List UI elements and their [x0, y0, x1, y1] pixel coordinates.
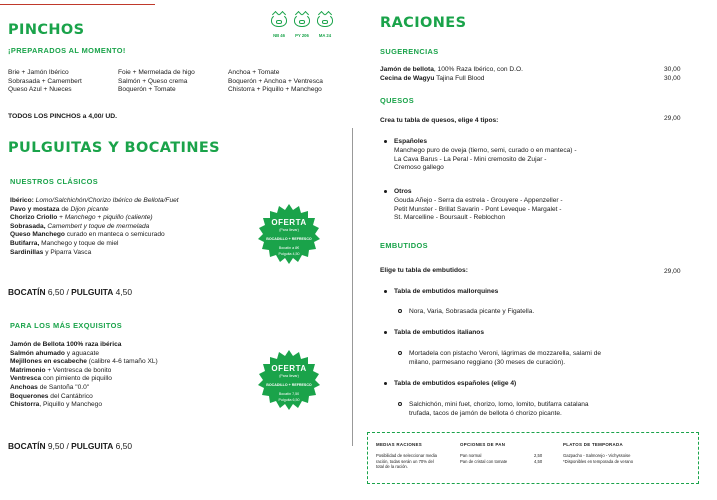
oferta-badge	[258, 350, 320, 412]
pincho-item: Sobrasada + Camembert	[8, 77, 82, 85]
quesos-espanoles-title: Españoles	[384, 138, 427, 147]
info-box	[367, 432, 699, 484]
embutidos-title: EMBUTIDOS	[380, 241, 428, 250]
temporada-text: Gazpacho - Salmorejo - Vichyssoise *Disponibles en temporada de verano	[563, 453, 634, 464]
list-item: Salchichón, mini fuet, chorizo, lomo, lomito, butifarra catalana	[398, 401, 589, 410]
pinchos-col-2	[118, 69, 195, 95]
list-item: Sardinillas y Piparra Vasca	[10, 248, 92, 256]
top-rule	[0, 4, 155, 5]
sugerencia-price: 30,00	[664, 66, 681, 73]
list-item: St. Marcelline - Boursault - Reblochon	[394, 214, 506, 222]
medias-title: MEDIAS RACIONES	[376, 442, 422, 447]
list-item: Ibérico: Lomo/Salchichón/Chorizo Ibérico de Bellota/Fuet	[10, 197, 179, 204]
list-item: milano, parmesano reggiano (30 meses de curación).	[409, 359, 566, 366]
list-item: Cremoso gallego	[394, 164, 444, 172]
list-item: Chistorra, Piquillo y Manchego	[10, 401, 102, 409]
pincho-item: Boquerón + Tomate	[118, 86, 176, 94]
pan-price: 2,50	[534, 453, 543, 458]
exquisitos-price: BOCATÍN 9,50 / PULGUITA 6,50	[8, 441, 132, 451]
exquisitos-list	[10, 341, 158, 410]
list-item: Manchego puro de oveja (tierno, semi, curado o en manteca) -	[394, 147, 577, 154]
embutidos-price: 29,00	[664, 268, 681, 275]
oferta-title: OFERTA	[271, 364, 307, 373]
pincho-item: Queso Azul + Nueces	[8, 86, 72, 94]
oferta-combo: BOCADILLO + REFRESCO	[266, 383, 312, 387]
list-item: Queso Manchego curado en manteca o semicurado	[10, 231, 165, 239]
list-item: Chorizo Criollo + Manchego + piquillo (caliente)	[10, 214, 153, 222]
sugerencia-price: 30,00	[664, 75, 681, 82]
embutidos-mallorquines-title: Tabla de embutidos mallorquines	[384, 288, 498, 297]
pig-icon	[271, 14, 287, 27]
oferta-badge	[258, 204, 320, 266]
oferta-line: Bocatín a 8€	[278, 246, 300, 250]
quesos-intro: Crea tu tabla de quesos, elige 4 tipos:	[380, 117, 499, 124]
sugerencia-item: Cecina de Wagyu Tajina Full Blood	[380, 75, 485, 82]
oferta-line: Bocatín 7,50	[278, 392, 300, 396]
pulguitas-title: PULGUITAS Y BOCATINES	[8, 140, 221, 156]
temporada-title: PLATOS DE TEMPORADA	[563, 442, 623, 447]
list-item: Butifarra, Manchego y toque de miel	[10, 239, 119, 247]
pincho-item: Chistorra + Piquillo + Manchego	[228, 86, 322, 94]
pinchos-subtitle: ¡PREPARADOS AL MOMENTO!	[8, 46, 126, 55]
list-item: Mejillones en escabeche (calibre 4-6 tamaño XL)	[10, 358, 158, 366]
pinchos-col-1	[8, 69, 82, 95]
quesos-otros-list	[394, 197, 563, 223]
pan-item: Pan normal	[460, 453, 482, 458]
pincho-item: Salmón + Queso crema	[118, 77, 188, 85]
pincho-item: Brie + Jamón Ibérico	[8, 69, 69, 76]
oferta-sub: (Para llevar)	[279, 228, 299, 232]
quesos-price: 29,00	[664, 115, 681, 122]
list-item: Mortadela con pistacho Veroni, lágrimas de mozzarella, salami de	[398, 350, 601, 359]
pig-icon	[294, 14, 310, 27]
sugerencia-item: Jamón de bellota, 100% Raza Ibérico, con D.O.	[380, 66, 523, 73]
clasicos-list	[10, 197, 179, 257]
list-item: Gouda Añejo - Serra da estrela - Grouyere - Appenzeller -	[394, 197, 563, 204]
embutidos-italianos-title: Tabla de embutidos italianos	[384, 329, 484, 338]
pan-item: Pan de cristal con tomate	[460, 459, 508, 464]
list-item: Salmón ahumado y aguacate	[10, 349, 100, 357]
pincho-item: Anchoa + Tomate	[228, 69, 280, 76]
list-item: Boquerones del Cantábrico	[10, 392, 93, 400]
list-item: Matrimonio + Ventresca de bonito	[10, 366, 112, 374]
pig-label: PY 206	[295, 33, 309, 38]
oferta-combo: BOCADILLO + REFRESCO	[266, 237, 312, 241]
medias-text: Posibilidad de seleccionar media ración, todas serán un 70% del total de la ración.	[376, 453, 437, 470]
oferta-sub: (Para llevar)	[279, 374, 299, 378]
oferta-title: OFERTA	[271, 218, 307, 227]
list-item: Anchoas de Santoña "0.0"	[10, 383, 90, 391]
pinchos-title: PINCHOS	[8, 22, 85, 38]
pincho-item: Boquerón + Anchoa + Ventresca	[228, 77, 323, 85]
oferta-line: Pulguita 6,50	[278, 398, 300, 402]
exquisitos-title: PARA LOS MÁS EXQUISITOS	[10, 321, 123, 330]
pig-label: MA 24	[318, 33, 332, 38]
pinchos-price-line: TODOS LOS PINCHOS a 4,00/ UD.	[8, 113, 118, 120]
list-item: Sobrasada, Camembert y toque de mermelada	[10, 222, 150, 230]
list-item: Ventresca con pimiento de piquillo	[10, 375, 112, 383]
column-divider	[352, 128, 353, 446]
quesos-espanoles-list	[394, 147, 577, 173]
embutidos-intro: Elige tu tabla de embutidos:	[380, 267, 468, 274]
list-item: trufada, tacos de jamón de bellota ó chorizo picante.	[409, 410, 562, 417]
quesos-otros-title: Otros	[384, 188, 412, 197]
pincho-item: Foie + Mermelada de higo	[118, 69, 195, 76]
embutidos-espanoles-title: Tabla de embutidos españoles (elige 4)	[384, 380, 516, 389]
list-item: La Cava Barus - La Peral - Mini cremosito de Zujar -	[394, 155, 547, 163]
list-item: Nora, Varia, Sobrasada picante y Figatella.	[398, 308, 534, 317]
pig-label: NB 46	[273, 33, 285, 38]
oferta-line: Pulguita 4,50	[278, 252, 300, 256]
clasicos-price: BOCATÍN 6,50 / PULGUITA 4,50	[8, 287, 132, 297]
list-item: Jamón de Bellota 100% raza ibérica	[10, 341, 122, 348]
clasicos-title: NUESTROS CLÁSICOS	[10, 177, 99, 186]
pan-title: OPCIONES DE PAN	[460, 442, 506, 447]
list-item: Petit Munster - Brillat Savarin - Pont Leveque - Margalet -	[394, 205, 562, 213]
pinchos-col-3	[228, 69, 323, 95]
raciones-title: RACIONES	[380, 15, 467, 31]
pig-icon	[317, 14, 333, 27]
pan-price: 4,50	[534, 459, 543, 464]
quesos-title: QUESOS	[380, 96, 415, 105]
list-item: Pavo y mostaza de Dijon picante	[10, 205, 109, 213]
sugerencias-title: SUGERENCIAS	[380, 47, 439, 56]
